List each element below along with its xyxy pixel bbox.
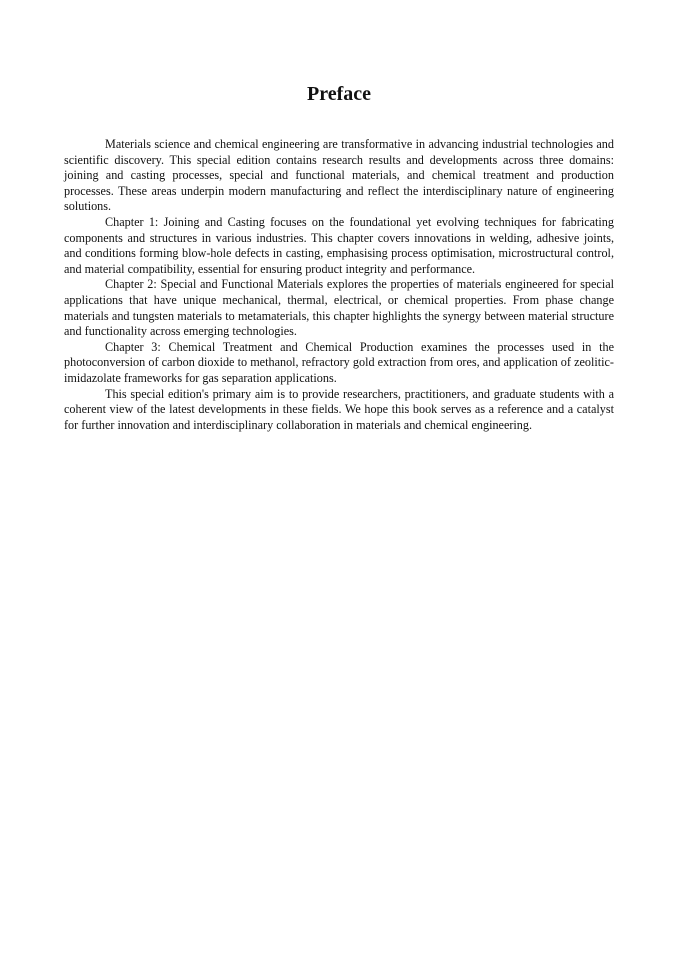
page-title: Preface	[306, 83, 372, 105]
preface-body	[64, 137, 614, 433]
paragraph-chapter-3: Chapter 3: Chemical Treatment and Chemical Production examines the processes used in the photoconversion of carbon dioxide to methanol, refractory gold extraction from ores, and application of zeolitic-imidazolate frameworks for gas separation applications.	[64, 339, 614, 385]
paragraph-conclusion: This special edition's primary aim is to provide researchers, practitioners, and graduate students with a coherent view of the latest developments in these fields. We hope this book serves as a reference and a catalyst for further innovation and interdisciplinary collaboration in materials and chemical engineering.	[64, 386, 614, 432]
paragraph-chapter-2: Chapter 2: Special and Functional Materials explores the properties of materials engineered for special applications that have unique mechanical, thermal, electrical, or chemical properties. From phase change materials and tungsten materials to metamaterials, this chapter highlights the synergy between material structure and functionality across emerging technologies.	[64, 277, 614, 339]
paragraph-chapter-1: Chapter 1: Joining and Casting focuses on the foundational yet evolving techniques for fabricating components and structures in various industries. This chapter covers innovations in welding, adhesive joints, and conditions forming blow-hole defects in casting, emphasising process optimisation, microstructural control, and material compatibility, essential for ensuring product integrity and performance.	[64, 214, 614, 276]
paragraph-intro: Materials science and chemical engineering are transformative in advancing industrial technologies and scientific discovery. This special edition contains research results and developments across three domains: joining and casting processes, special and functional materials, and chemical treatment and production processes. These areas underpin modern manufacturing and reflect the interdisciplinary nature of engineering solutions.	[64, 137, 614, 214]
